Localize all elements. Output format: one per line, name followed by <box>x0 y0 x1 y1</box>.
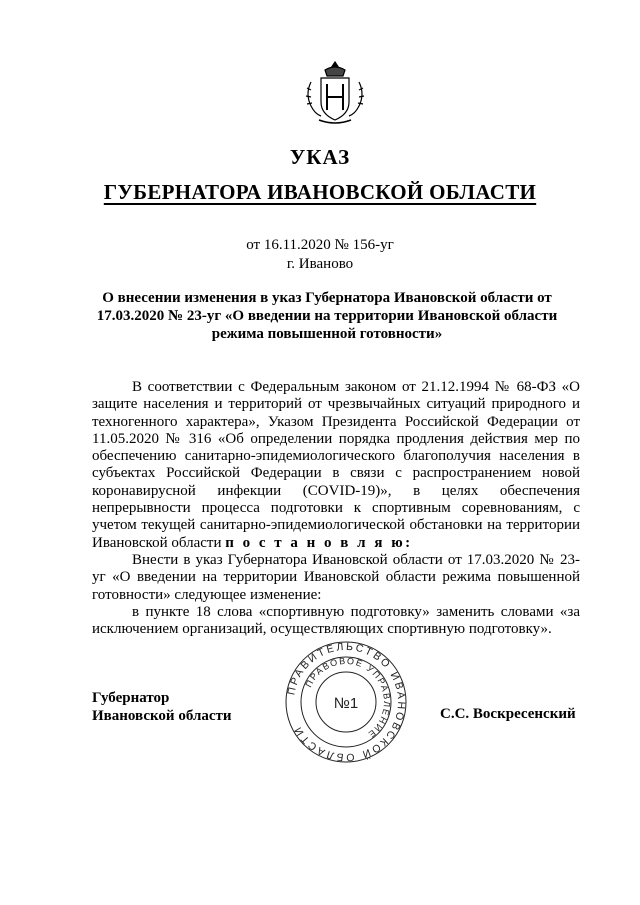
document-city: г. Иваново <box>286 256 354 272</box>
stamp-number: №1 <box>333 695 359 712</box>
official-stamp <box>284 640 408 764</box>
document-title: УКАЗ <box>289 145 351 169</box>
signer-position <box>92 689 232 725</box>
body-paragraph-3: в пункте 18 слова «спортивную подготовку» заменить словами «за исключением организаций, осуществляющих спортивную подготовку». <box>92 603 580 638</box>
document-subtitle-text: ГУБЕРНАТОРА ИВАНОВСКОЙ ОБЛАСТИ <box>103 180 537 204</box>
signer-position-line-1: Губернатор <box>92 690 170 706</box>
decree-word: п о с т а н о в л я ю <box>225 534 406 551</box>
stamp-outer-path: ПРАВИТЕЛЬСТВО ИВАНОВСКОЙ ОБЛАСТИ <box>285 640 408 764</box>
paragraph-1-text: В соответствии с Федеральным законом от 21.12.1994 № 68-ФЗ «О защите населения и территорий от чрезвычайных ситуаций природного и техногенного характера», Указом Президента Российской Федерации от 11.05.2020 № 316 «Об определении порядка продления действия мер по обеспечению санитарно-эпидемиологического благополучия населения в субъектах Российской Федерации в связи с распространением новой коронавирусной инфекции (COVID-19)», в целях обеспечения непрерывности процесса подготовки к спортивным соревнованиям, с учетом текущей санитарно-эпидемиологической обстановки на территории Ивановской области <box>92 379 580 551</box>
body-paragraph-1 <box>92 379 580 552</box>
document-subtitle <box>0 180 640 205</box>
coat-of-arms-icon <box>299 58 371 130</box>
body-paragraph-2: Внести в указ Губернатора Ивановской области от 17.03.2020 № 23-уг «О введении на территории Ивановской области режима повышенной готовности» следующее изменение: <box>92 551 580 603</box>
stamp-inner-path: ПРАВОВОЕ УПРАВЛЕНИЕ <box>303 655 393 741</box>
document-date: от 16.11.2020 № 156-уг <box>246 237 394 253</box>
decree-colon: : <box>405 534 411 551</box>
signer-name: С.С. Воскресенский <box>440 706 576 722</box>
document-heading: О внесении изменения в указ Губернатора Ивановской области от 17.03.2020 № 23-уг «О введении на территории Ивановской области режима повышенной готовности» <box>96 290 558 342</box>
document-body <box>92 379 580 638</box>
signer-position-line-2: Ивановской области <box>92 708 232 724</box>
